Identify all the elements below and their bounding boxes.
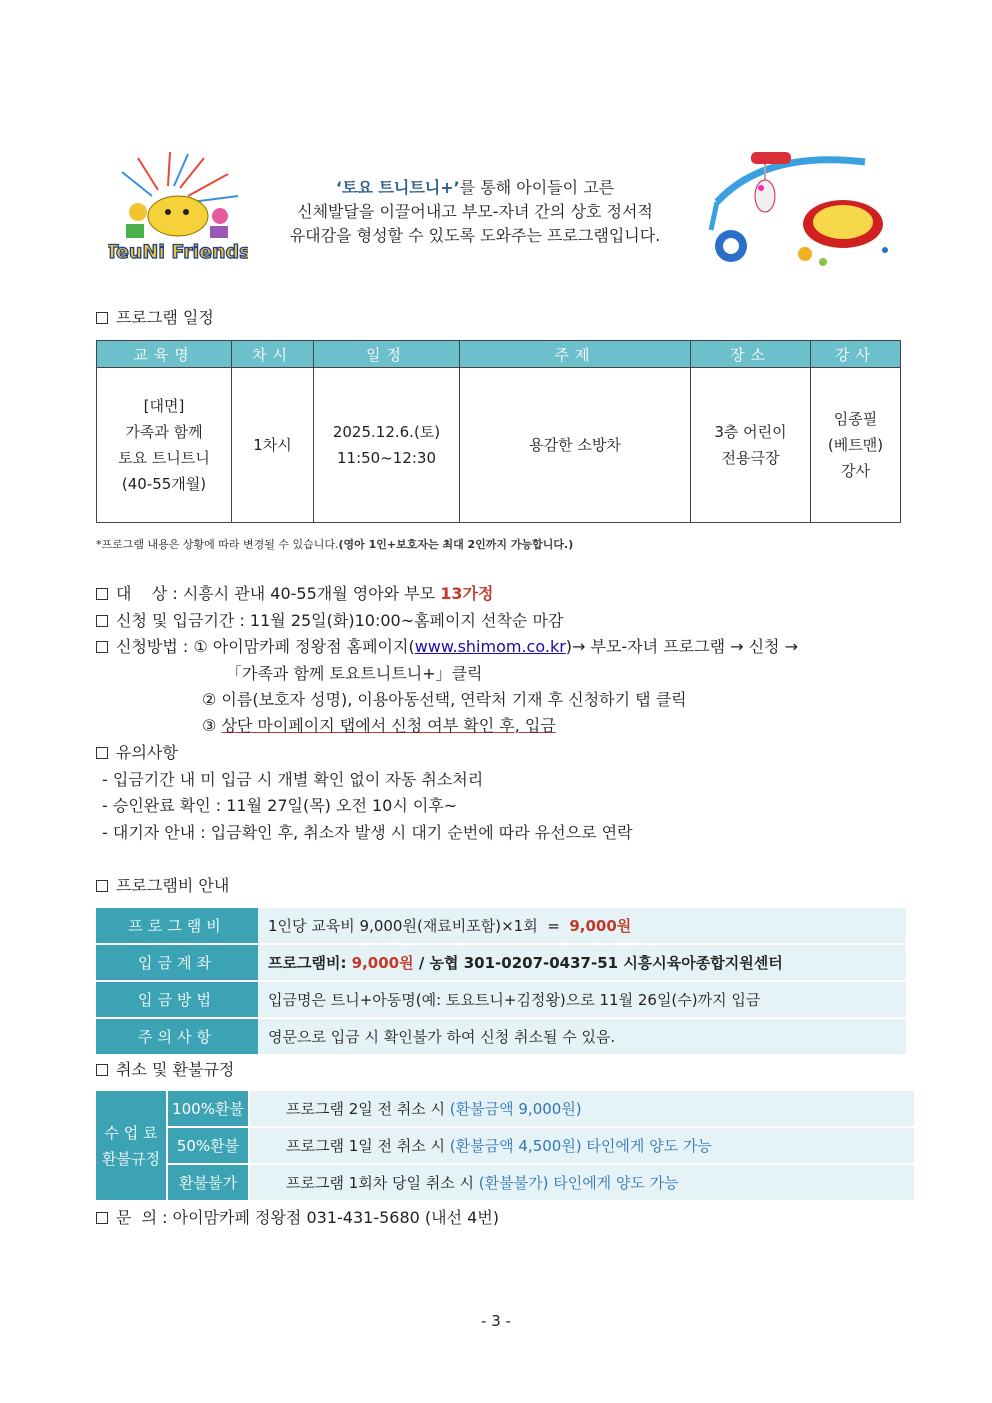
logo-text: TeuNi Friends xyxy=(108,241,248,263)
col-instructor: 강사 xyxy=(811,341,901,368)
step-3: ③ 상단 마이페이지 탭에서 신청 여부 확인 후, 입금 xyxy=(202,716,556,735)
caution-3: - 대기자 안내 : 입금확인 후, 취소자 발생 시 대기 순번에 따라 유선으로 연락 xyxy=(102,823,633,842)
refund-pct: 환불불가 xyxy=(167,1164,249,1201)
refund-group-label: 수 업 료 환불규정 xyxy=(96,1091,167,1201)
page-number: - 3 - xyxy=(481,1312,511,1330)
intro-line1: 를 통해 아이들이 고른 xyxy=(459,178,615,197)
schedule-heading: 프로그램 일정 xyxy=(96,308,214,328)
method-cont: 「가족과 함께 토요트니트니+」클릭 xyxy=(226,664,483,683)
col-session: 차시 xyxy=(232,341,314,368)
table-row xyxy=(96,1091,914,1127)
cell-instructor: 임종필 (베트맨) 강사 xyxy=(811,368,901,523)
fee-value: 프로그램비: 9,000원 / 농협 301-0207-0437-51 시흥시육아종합지원센터 xyxy=(258,944,906,981)
caution-2: - 승인완료 확인 : 11월 27일(목) 오전 10시 이후~ xyxy=(102,796,458,815)
cell-topic: 용감한 소방차 xyxy=(460,368,691,523)
teuni-friends-logo xyxy=(108,150,248,270)
refund-pct: 50%환불 xyxy=(167,1127,249,1164)
fee-table xyxy=(96,908,906,1056)
table-row xyxy=(97,368,901,523)
notice-text: *프로그램 내용은 상황에 따라 변경될 수 있습니다.(영아 1인+보호자는 최대 2인까지 가능합니다.) xyxy=(96,538,574,551)
caution-heading: 유의사항 xyxy=(96,743,178,763)
checkbox-icon xyxy=(96,615,108,627)
col-date: 일정 xyxy=(314,341,460,368)
caution-1: - 입금기간 내 미 입금 시 개별 확인 없이 자동 취소처리 xyxy=(102,770,484,789)
schedule-table xyxy=(96,340,901,523)
table-row xyxy=(96,1018,906,1055)
cell-place: 3층 어린이 전용극장 xyxy=(691,368,811,523)
refund-pct: 100%환불 xyxy=(167,1091,249,1127)
homepage-link[interactable]: www.shimom.co.kr xyxy=(414,637,566,656)
col-topic: 주제 xyxy=(460,341,691,368)
cell-date: 2025.12.6.(토) 11:50~12:30 xyxy=(314,368,460,523)
col-place: 장소 xyxy=(691,341,811,368)
fee-label: 입금방법 xyxy=(96,981,258,1018)
step-2: ② 이름(보호자 성명), 이용아동선택, 연락처 기재 후 신청하기 탭 클릭 xyxy=(202,690,687,709)
table-row xyxy=(96,1164,914,1201)
checkbox-icon xyxy=(96,1064,108,1076)
col-program: 교육명 xyxy=(97,341,232,368)
fee-label: 프로그램비 xyxy=(96,908,258,944)
intro-text xyxy=(255,176,695,248)
method-line: 신청방법 : ① 아이맘카페 정왕점 홈페이지(www.shimom.co.kr)→ 부모-자녀 프로그램 → 신청 → xyxy=(96,637,798,657)
baby-gym-toy-image xyxy=(705,150,895,272)
fee-label: 입금계좌 xyxy=(96,944,258,981)
family-count: 13가정 xyxy=(440,584,494,603)
cell-session: 1차시 xyxy=(232,368,314,523)
fee-value: 영문으로 입금 시 확인불가 하여 신청 취소될 수 있음. xyxy=(258,1018,906,1055)
refund-heading: 취소 및 환불규정 xyxy=(96,1060,234,1080)
table-row xyxy=(96,908,906,944)
program-name: ‘토요 트니트니+’ xyxy=(335,178,460,197)
checkbox-icon xyxy=(96,588,108,600)
fee-value: 1인당 교육비 9,000원(재료비포함)×1회 = 9,000원 xyxy=(258,908,906,944)
contact-line: 문 의 : 아이맘카페 정왕점 031-431-5680 (내선 4번) xyxy=(96,1208,499,1228)
refund-value: 프로그램 1회차 당일 취소 시 (환불불가) 타인에게 양도 가능 xyxy=(249,1164,914,1201)
checkbox-icon xyxy=(96,312,108,324)
table-row xyxy=(96,944,906,981)
fee-heading: 프로그램비 안내 xyxy=(96,876,229,896)
period-line: 신청 및 입금기간 : 11월 25일(화)10:00~홈페이지 선착순 마감 xyxy=(96,611,563,631)
intro-line2: 신체발달을 이끌어내고 부모-자녀 간의 상호 정서적 xyxy=(297,202,653,221)
checkbox-icon xyxy=(96,880,108,892)
table-row xyxy=(96,1127,914,1164)
fee-label: 주의사항 xyxy=(96,1018,258,1055)
refund-value: 프로그램 1일 전 취소 시 (환불금액 4,500원) 타인에게 양도 가능 xyxy=(249,1127,914,1164)
refund-table xyxy=(96,1091,914,1202)
checkbox-icon xyxy=(96,1212,108,1224)
fee-value: 입금명은 트니+아동명(예: 토요트니+김정왕)으로 11월 26일(수)까지 입금 xyxy=(258,981,906,1018)
checkbox-icon xyxy=(96,747,108,759)
target-line: 대 상 : 시흥시 관내 40-55개월 영아와 부모 13가정 xyxy=(96,584,493,604)
refund-value: 프로그램 2일 전 취소 시 (환불금액 9,000원) xyxy=(249,1091,914,1127)
table-row xyxy=(96,981,906,1018)
checkbox-icon xyxy=(96,641,108,653)
cell-program: [대면] 가족과 함께 토요 트니트니 (40-55개월) xyxy=(97,368,232,523)
intro-line3: 유대감을 형성할 수 있도록 도와주는 프로그램입니다. xyxy=(289,226,661,245)
